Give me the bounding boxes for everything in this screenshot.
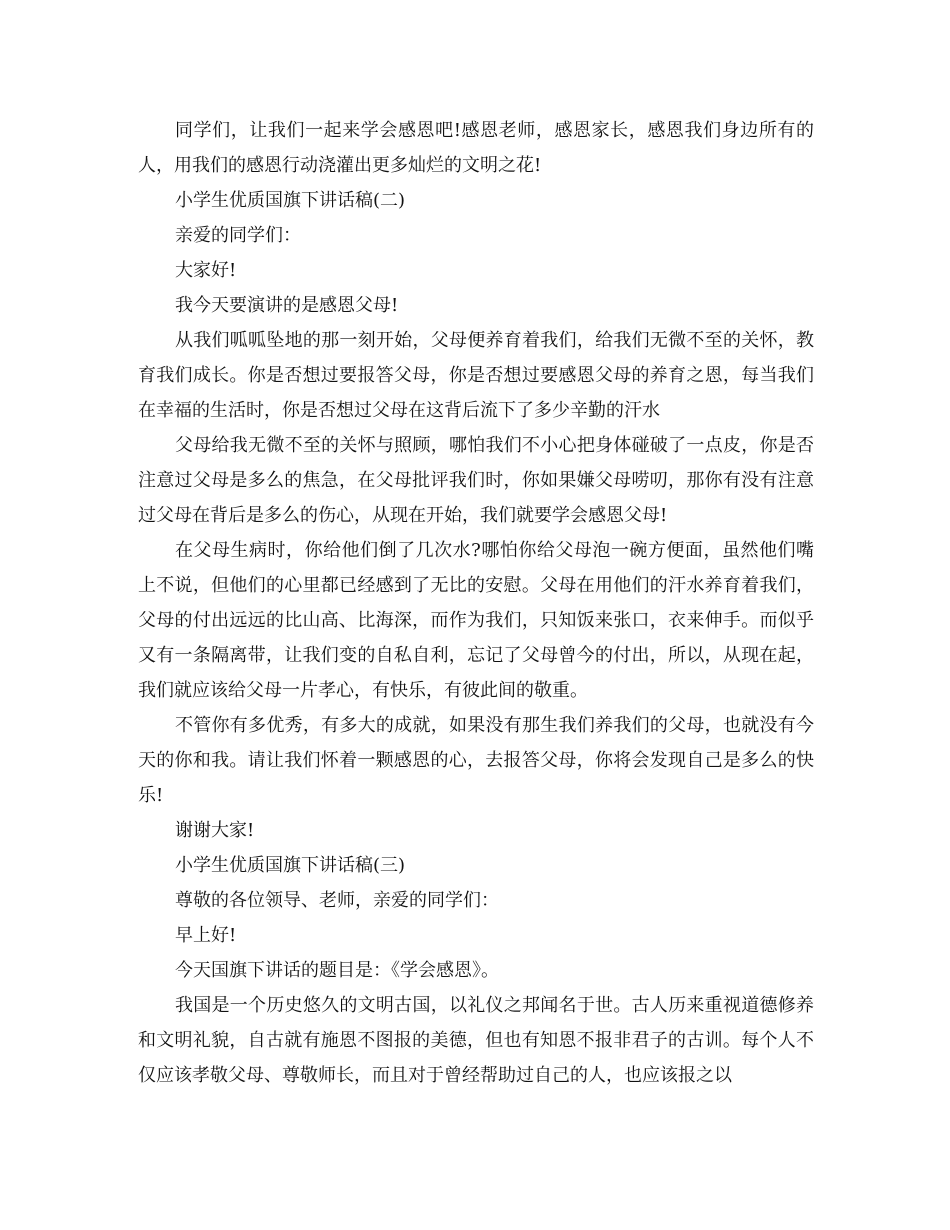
speech-three-paragraph-1: 我国是一个历史悠久的文明古国，以礼仪之邦闻名于世。古人历来重视道德修养和文明礼貌，自古就有施恩不图报的美德，但也有知恩不报非君子的古训。每个人不仅应该孝敬父母、尊敬师长，而且对于曾经帮助过自己的人，也应该报之以 (138, 995, 814, 1086)
speech-two-thanks: 谢谢大家! (175, 820, 255, 841)
speech-two-title: 小学生优质国旗下讲话稿(二) (175, 190, 406, 211)
speech-two-salutation: 亲爱的同学们： (175, 225, 301, 246)
speech-two-greeting: 大家好! (175, 260, 237, 281)
speech-three-greeting: 早上好! (175, 925, 237, 946)
speech-three-title: 小学生优质国旗下讲话稿(三) (175, 855, 406, 876)
speech-two-paragraph-2: 父母给我无微不至的关怀与照顾，哪怕我们不小心把身体碰破了一点皮，你是否注意过父母是多么的焦急，在父母批评我们时，你如果嫌父母唠叨，那你有没有注意过父母在背后是多么的伤心，从现在开始，我们就要学会感恩父母! (138, 435, 814, 526)
speech-three-topic: 今天国旗下讲话的题目是：《学会感恩》。 (175, 960, 499, 981)
speech-two-topic: 我今天要演讲的是感恩父母! (175, 295, 399, 316)
speech-three-salutation: 尊敬的各位领导、老师，亲爱的同学们： (175, 890, 499, 911)
speech-two-paragraph-3: 在父母生病时，你给他们倒了几次水?哪怕你给父母泡一碗方便面，虽然他们嘴上不说，但他们的心里都已经感到了无比的安慰。父母在用他们的汗水养育着我们，父母的付出远远的比山高、比海深，而作为我们，只知饭来张口，衣来伸手。而似乎又有一条隔离带，让我们变的自私自利，忘记了父母曾今的付出，所以，从现在起，我们就应该给父母一片孝心，有快乐，有彼此间的敬重。 (138, 540, 814, 701)
speech-two-paragraph-4: 不管你有多优秀，有多大的成就，如果没有那生我们养我们的父母，也就没有今天的你和我。请让我们怀着一颗感恩的心，去报答父母，你将会发现自己是多么的快乐! (138, 715, 814, 806)
speech-two-paragraph-1: 从我们呱呱坠地的那一刻开始，父母便养育着我们，给我们无微不至的关怀，教育我们成长。你是否想过要报答父母，你是否想过要感恩父母的养育之恩，每当我们在幸福的生活时，你是否想过父母在这背后流下了多少辛勤的汗水 (138, 330, 814, 421)
document-page (138, 113, 814, 1093)
paragraph-closing-call: 同学们，让我们一起来学会感恩吧!感恩老师，感恩家长，感恩我们身边所有的人，用我们的感恩行动浇灌出更多灿烂的文明之花! (138, 120, 814, 176)
